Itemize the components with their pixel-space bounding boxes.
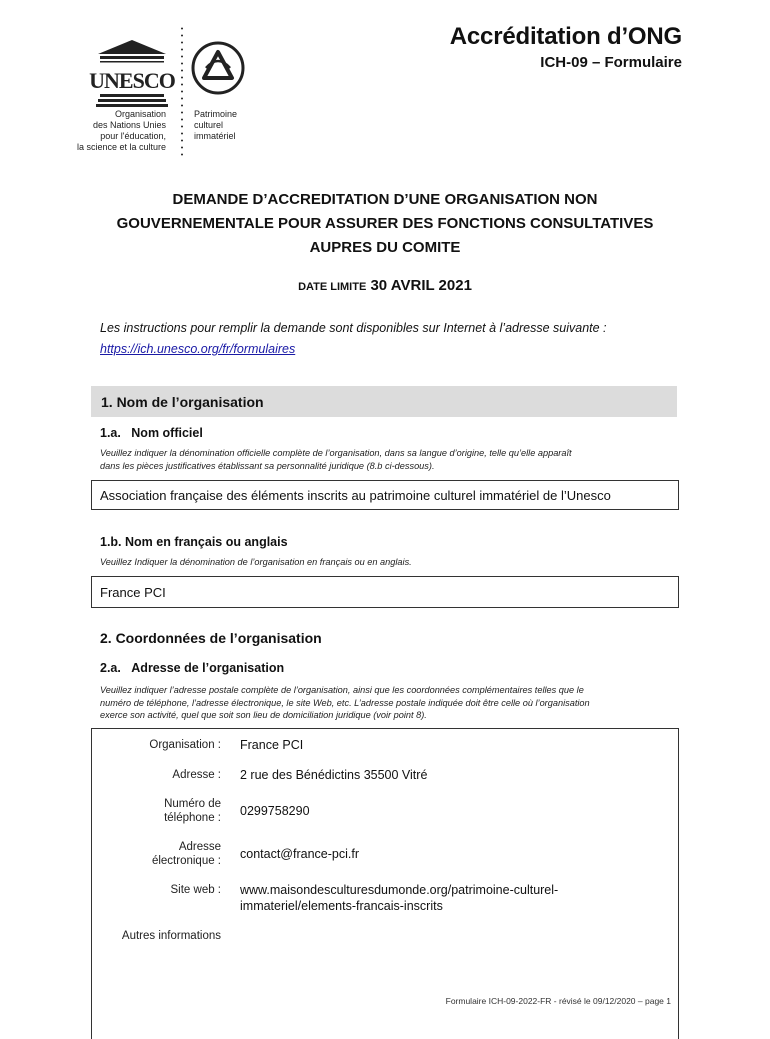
email-value[interactable]: contact@france-pci.fr: [240, 847, 359, 861]
document-title: Accréditation d’ONG: [449, 23, 682, 50]
email-label: Adresse électronique :: [151, 841, 221, 867]
french-name-value: France PCI: [100, 585, 166, 600]
instructions-link[interactable]: https://ich.unesco.org/fr/formulaires: [100, 342, 296, 356]
section-1b-help: Veuillez Indiquer la dénomination de l’organisation en français ou en anglais.: [100, 557, 412, 567]
address-label: Adresse :: [172, 769, 221, 781]
logo-divider: [181, 25, 183, 157]
other-info-label: Autres informations: [121, 930, 221, 942]
section-2-title: 2. Coordonnées de l’organisation: [100, 630, 322, 646]
deadline: [60, 277, 710, 294]
unesco-org-name: Organisation des Nations Unies pour l'éducation, la science et la culture: [76, 109, 166, 152]
website-label: Site web :: [170, 884, 221, 896]
pci-label: Patrimoine culturel immatériel: [194, 109, 238, 141]
address-value[interactable]: 2 rue des Bénédictins 35500 Vitré: [240, 768, 428, 782]
section-1b-heading: 1.b. Nom en français ou anglais: [100, 535, 288, 549]
svg-text:UNESCO: UNESCO: [89, 68, 175, 93]
deadline-label: DATE LIMITE: [298, 281, 367, 293]
ich-emblem-icon: [190, 40, 246, 96]
website-value[interactable]: www.maisondesculturesdumonde.org/patrimoine-culturel- immateriel/elements-francais-inscrits: [240, 883, 559, 913]
org-value[interactable]: France PCI: [240, 738, 304, 752]
section-2a-help: Veuillez indiquer l’adresse postale complète de l’organisation, ainsi que les coordonnées complémentaires telles que le numéro de téléphone, l’adresse électronique, le site Web, etc. L’adresse postale indiquée doit être celle où l’organisation exerce son activité, quel que soit son lieu de domiciliation juridique (voir point 8).: [100, 685, 590, 720]
section-2a-heading: 2.a. Adresse de l’organisation: [100, 661, 285, 675]
phone-label: Numéro de téléphone :: [164, 798, 221, 824]
unesco-temple-icon: [89, 38, 175, 110]
section-1a-heading: 1.a. Nom officiel: [100, 426, 203, 440]
unesco-logo: [89, 38, 175, 110]
main-title: DEMANDE D’ACCREDITATION D’UNE ORGANISATION NON GOUVERNEMENTALE POUR ASSURER DES FONCTIONS CONSULTATIVES AUPRES DU COMITE: [116, 191, 654, 256]
org-label: Organisation :: [149, 739, 221, 751]
deadline-date: 30 AVRIL 2021: [370, 277, 472, 294]
official-name-field[interactable]: [91, 480, 679, 510]
instructions: [100, 318, 607, 360]
phone-value[interactable]: 0299758290: [240, 804, 310, 818]
document-subtitle: ICH-09 – Formulaire: [540, 54, 682, 71]
section-1a-help: Veuillez indiquer la dénomination officielle complète de l’organisation, dans sa langue d’origine, telle qu’elle apparaît dans les pièces justificatives établissant sa personnalité juridique (8.b ci-dessous).: [100, 448, 572, 471]
pci-logo: [190, 40, 246, 96]
section-1-title: 1. Nom de l’organisation: [101, 394, 264, 410]
french-name-field[interactable]: [91, 576, 679, 608]
instructions-text: Les instructions pour remplir la demande sont disponibles sur Internet à l’adresse suivante :: [100, 321, 607, 335]
page-footer: Formulaire ICH-09-2022-FR - révisé le 09/12/2020 – page 1: [445, 996, 671, 1006]
official-name-value: Association française des éléments inscrits au patrimoine culturel immatériel de l’Unesco: [100, 488, 611, 503]
